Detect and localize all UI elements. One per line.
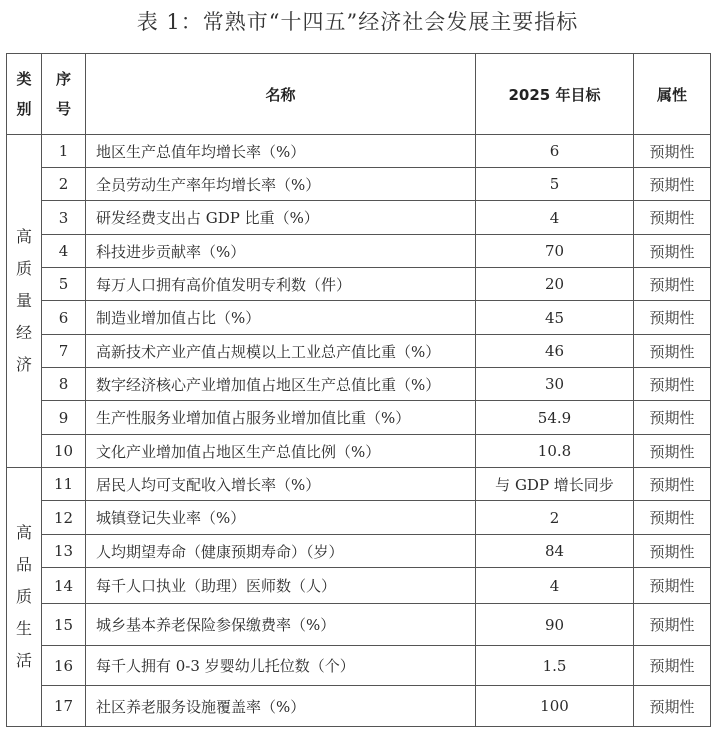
table-row xyxy=(7,135,711,168)
header-category-char: 类 xyxy=(16,70,32,88)
attribute-cell: 预期性 xyxy=(634,468,711,501)
header-category-char: 别 xyxy=(16,100,32,118)
attribute-cell: 预期性 xyxy=(634,646,711,686)
category-char: 量 xyxy=(15,291,32,310)
category-char: 济 xyxy=(15,355,32,374)
attribute-cell: 预期性 xyxy=(634,335,711,368)
index-cell: 9 xyxy=(42,401,86,435)
table-body xyxy=(7,135,711,727)
index-cell: 1 xyxy=(42,135,86,168)
attribute-cell: 预期性 xyxy=(634,368,711,401)
name-cell: 高新技术产业产值占规模以上工业总产值比重（%） xyxy=(86,335,476,368)
index-cell: 6 xyxy=(42,301,86,335)
category-cell xyxy=(7,468,42,727)
target-cell: 90 xyxy=(476,604,634,646)
target-cell: 45 xyxy=(476,301,634,335)
index-cell: 7 xyxy=(42,335,86,368)
attribute-cell: 预期性 xyxy=(634,501,711,535)
name-cell: 城镇登记失业率（%） xyxy=(86,501,476,535)
name-cell: 研发经费支出占 GDP 比重（%） xyxy=(86,201,476,235)
header-index xyxy=(42,54,86,135)
table-row xyxy=(7,604,711,646)
category-char: 生 xyxy=(15,619,32,638)
target-cell: 6 xyxy=(476,135,634,168)
header-index-char: 号 xyxy=(55,100,71,118)
table-row xyxy=(7,435,711,468)
name-cell: 制造业增加值占比（%） xyxy=(86,301,476,335)
table-row xyxy=(7,468,711,501)
index-cell: 16 xyxy=(42,646,86,686)
target-cell: 2 xyxy=(476,501,634,535)
table-title: 表 1：常熟市“十四五”经济社会发展主要指标 xyxy=(136,10,579,34)
index-cell: 10 xyxy=(42,435,86,468)
table-row xyxy=(7,335,711,368)
attribute-cell: 预期性 xyxy=(634,568,711,604)
target-cell: 4 xyxy=(476,201,634,235)
name-cell: 地区生产总值年均增长率（%） xyxy=(86,135,476,168)
name-cell: 社区养老服务设施覆盖率（%） xyxy=(86,686,476,727)
table-row xyxy=(7,568,711,604)
category-cell xyxy=(7,135,42,468)
index-cell: 4 xyxy=(42,235,86,268)
category-char: 品 xyxy=(15,555,32,574)
name-cell: 每千人拥有 0-3 岁婴幼儿托位数（个） xyxy=(86,646,476,686)
index-cell: 12 xyxy=(42,501,86,535)
name-cell: 文化产业增加值占地区生产总值比例（%） xyxy=(86,435,476,468)
index-cell: 14 xyxy=(42,568,86,604)
name-cell: 城乡基本养老保险参保缴费率（%） xyxy=(86,604,476,646)
name-cell: 数字经济核心产业增加值占地区生产总值比重（%） xyxy=(86,368,476,401)
category-char: 质 xyxy=(15,587,32,606)
target-cell: 与 GDP 增长同步 xyxy=(476,468,634,501)
target-cell: 54.9 xyxy=(476,401,634,435)
attribute-cell: 预期性 xyxy=(634,604,711,646)
attribute-cell: 预期性 xyxy=(634,268,711,301)
table-row xyxy=(7,201,711,235)
category-label xyxy=(7,517,41,677)
attribute-cell: 预期性 xyxy=(634,135,711,168)
table-row xyxy=(7,686,711,727)
table-row xyxy=(7,646,711,686)
category-char: 高 xyxy=(15,227,32,246)
table-row xyxy=(7,401,711,435)
table-row xyxy=(7,368,711,401)
name-cell: 每万人口拥有高价值发明专利数（件） xyxy=(86,268,476,301)
target-cell: 4 xyxy=(476,568,634,604)
index-cell: 11 xyxy=(42,468,86,501)
table-row xyxy=(7,168,711,201)
target-cell: 46 xyxy=(476,335,634,368)
index-cell: 13 xyxy=(42,535,86,568)
name-cell: 居民人均可支配收入增长率（%） xyxy=(86,468,476,501)
header-attribute: 属性 xyxy=(634,54,711,135)
table-row xyxy=(7,501,711,535)
target-cell: 100 xyxy=(476,686,634,727)
target-cell: 1.5 xyxy=(476,646,634,686)
header-target: 2025 年目标 xyxy=(476,54,634,135)
index-cell: 5 xyxy=(42,268,86,301)
name-cell: 每千人口执业（助理）医师数（人） xyxy=(86,568,476,604)
attribute-cell: 预期性 xyxy=(634,301,711,335)
category-char: 活 xyxy=(15,651,32,670)
header-index-char: 序 xyxy=(55,70,71,88)
attribute-cell: 预期性 xyxy=(634,686,711,727)
attribute-cell: 预期性 xyxy=(634,401,711,435)
target-cell: 10.8 xyxy=(476,435,634,468)
index-cell: 3 xyxy=(42,201,86,235)
table-row xyxy=(7,535,711,568)
indicators-table xyxy=(6,53,711,727)
index-cell: 15 xyxy=(42,604,86,646)
header-category xyxy=(7,54,42,135)
name-cell: 人均期望寿命（健康预期寿命）（岁） xyxy=(86,535,476,568)
attribute-cell: 预期性 xyxy=(634,235,711,268)
name-cell: 全员劳动生产率年均增长率（%） xyxy=(86,168,476,201)
header-row xyxy=(7,54,711,135)
index-cell: 17 xyxy=(42,686,86,727)
category-char: 经 xyxy=(15,323,32,342)
target-cell: 84 xyxy=(476,535,634,568)
target-cell: 20 xyxy=(476,268,634,301)
attribute-cell: 预期性 xyxy=(634,435,711,468)
category-char: 高 xyxy=(15,523,32,542)
attribute-cell: 预期性 xyxy=(634,201,711,235)
table-row xyxy=(7,301,711,335)
name-cell: 科技进步贡献率（%） xyxy=(86,235,476,268)
table-row xyxy=(7,235,711,268)
index-cell: 2 xyxy=(42,168,86,201)
category-label xyxy=(7,221,41,381)
target-cell: 70 xyxy=(476,235,634,268)
category-char: 质 xyxy=(15,259,32,278)
attribute-cell: 预期性 xyxy=(634,535,711,568)
attribute-cell: 预期性 xyxy=(634,168,711,201)
target-cell: 30 xyxy=(476,368,634,401)
index-cell: 8 xyxy=(42,368,86,401)
target-cell: 5 xyxy=(476,168,634,201)
name-cell: 生产性服务业增加值占服务业增加值比重（%） xyxy=(86,401,476,435)
table-row xyxy=(7,268,711,301)
header-name: 名称 xyxy=(86,54,476,135)
